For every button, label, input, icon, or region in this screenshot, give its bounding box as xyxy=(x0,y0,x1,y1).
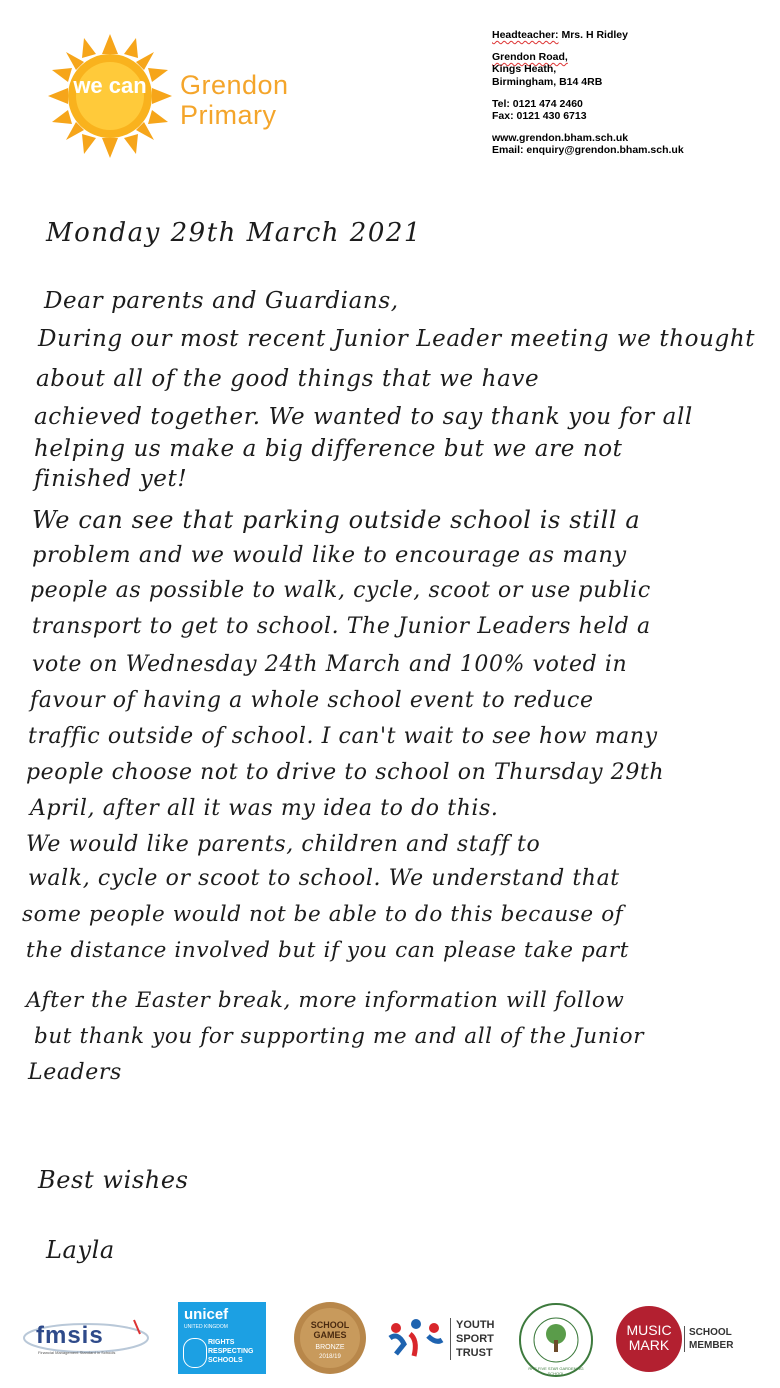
letter-line: problem and we would like to encourage as many xyxy=(32,542,627,568)
music-mark-member-text: SCHOOL MEMBER xyxy=(684,1326,743,1352)
fmsis-logo xyxy=(22,1316,154,1360)
fax-number: Fax: 0121 430 6713 xyxy=(492,110,587,123)
letter-line: about all of the good things that we have xyxy=(36,366,540,392)
rhs-text: RHS FIVE STAR GARDENING SCHOOL xyxy=(528,1366,584,1376)
letter-line: but thank you for supporting me and all of the Junior xyxy=(34,1024,645,1049)
youth-sport-trust-text: YOUTH SPORT TRUST xyxy=(450,1318,496,1360)
headteacher-label: Headteacher: xyxy=(492,29,559,41)
fmsis-subtext: Financial Management Standard in Schools xyxy=(38,1350,116,1355)
address-line3: Birmingham, B14 4RB xyxy=(492,75,603,88)
logo-text: we can xyxy=(73,73,147,98)
school-games-bronze-logo xyxy=(292,1298,368,1378)
address-line2: Kings Heath, xyxy=(492,63,557,76)
letter-salutation: Dear parents and Guardians, xyxy=(44,288,399,314)
letter-signoff: Best wishes xyxy=(38,1166,189,1194)
rights-respecting-text: RIGHTS RESPECTING SCHOOLS xyxy=(208,1339,254,1364)
letter-line: We would like parents, children and staff to xyxy=(26,832,541,857)
letter-line: Leaders xyxy=(28,1060,122,1085)
letter-line: We can see that parking outside school is still a xyxy=(32,506,641,534)
letter-line: the distance involved but if you can please take part xyxy=(26,938,629,963)
letter-date: Monday 29th March 2021 xyxy=(46,218,422,248)
music-mark-line2: MARK xyxy=(628,1337,670,1353)
website-link[interactable]: www.grendon.bham.sch.uk xyxy=(492,132,629,145)
unicef-rights-respecting-logo xyxy=(178,1302,266,1374)
music-mark-logo xyxy=(616,1306,746,1376)
headteacher-name: Mrs. H Ridley xyxy=(561,29,628,41)
school-games-level: BRONZE xyxy=(315,1344,345,1351)
music-mark-line1: MUSIC xyxy=(626,1322,672,1338)
footer-accreditations xyxy=(0,1298,780,1382)
letter-line: walk, cycle or scoot to school. We understand that xyxy=(28,866,620,891)
unicef-subtext: UNITED KINGDOM xyxy=(184,1324,228,1330)
letter-line: During our most recent Junior Leader meeting we thought xyxy=(38,326,756,352)
letter-line: April, after all it was my idea to do this. xyxy=(30,796,499,821)
music-mark-badge xyxy=(616,1306,682,1372)
address-line1: Grendon Road, xyxy=(492,51,568,64)
letter-signature: Layla xyxy=(46,1236,115,1264)
letter-line: transport to get to school. The Junior Leaders held a xyxy=(32,614,651,639)
school-games-year: 2018/19 xyxy=(319,1354,341,1360)
tel-number: Tel: 0121 474 2460 xyxy=(492,97,583,110)
letter-line: vote on Wednesday 24th March and 100% voted in xyxy=(32,652,628,677)
school-name-line1: Grendon xyxy=(180,70,289,100)
rhs-five-star-logo xyxy=(518,1302,594,1378)
email-link[interactable]: Email: enquiry@grendon.bham.sch.uk xyxy=(492,144,684,157)
letter-line: favour of having a whole school event to reduce xyxy=(30,688,594,713)
letter-line: achieved together. We wanted to say thank you for all xyxy=(34,404,693,430)
letter-line: traffic outside of school. I can't wait to see how many xyxy=(28,724,658,749)
youth-sport-figures-icon xyxy=(386,1318,446,1362)
globe-icon xyxy=(183,1338,207,1368)
school-name-line2: Primary xyxy=(180,100,277,130)
school-games-text: SCHOOL GAMES xyxy=(310,1320,350,1340)
letter-line: helping us make a big difference but we are not xyxy=(34,436,623,462)
unicef-text: unicef xyxy=(184,1306,229,1323)
letter-line: After the Easter break, more information will follow xyxy=(26,988,625,1013)
fmsis-text: fmsis xyxy=(36,1322,104,1349)
letter-line: some people would not be able to do this because of xyxy=(22,902,624,927)
letter-line: finished yet! xyxy=(34,466,188,492)
letter-line: people choose not to drive to school on Thursday 29th xyxy=(26,760,665,785)
letter-line: people as possible to walk, cycle, scoot or use public xyxy=(30,578,651,603)
youth-sport-trust-logo xyxy=(386,1318,498,1362)
